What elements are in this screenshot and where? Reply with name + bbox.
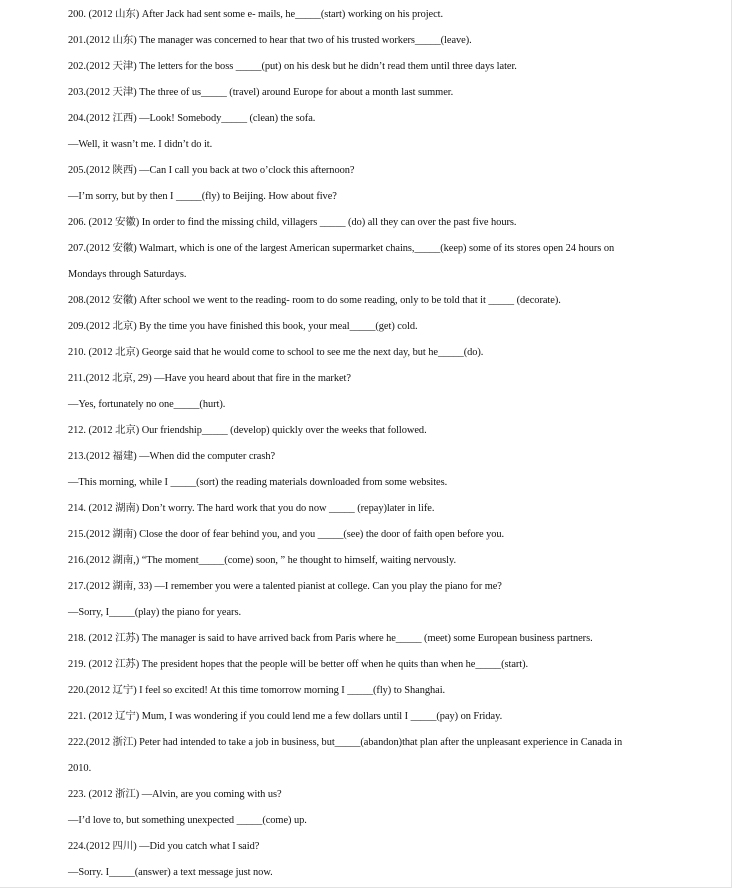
text-line: 200. (2012 山东) After Jack had sent some e- mails, he_____(start) working on his project. [68, 9, 444, 20]
text-line: 216.(2012 湖南,) “The moment_____(come) soon, ” he thought to himself, waiting nervously. [68, 555, 457, 566]
text-line: 219. (2012 江苏) The president hopes that the people will be better off when he quits than when he_____(start). [68, 659, 529, 670]
text-line: 213.(2012 福建) —When did the computer crash? [68, 451, 276, 462]
text-line: 212. (2012 北京) Our friendship_____ (develop) quickly over the weeks that followed. [68, 425, 427, 436]
text-line: —Well, it wasn’t me. I didn’t do it. [68, 139, 213, 150]
text-line: 207.(2012 安徽) Walmart, which is one of the largest American supermarket chains,_____(keep) some of its stores open 24 hours on [68, 243, 615, 254]
text-line: 217.(2012 湖南, 33) —I remember you were a talented pianist at college. Can you play the piano for me? [68, 581, 502, 592]
text-line: 222.(2012 浙江) Peter had intended to take a job in business, but_____(abandon)that plan after the unpleasant experience in Canada in [68, 737, 623, 748]
text-line: Mondays through Saturdays. [68, 269, 187, 280]
text-line: 203.(2012 天津) The three of us_____ (travel) around Europe for about a month last summer. [68, 87, 454, 98]
text-line: —I’m sorry, but by then I _____(fly) to Beijing. How about five? [68, 191, 337, 202]
text-line: 224.(2012 四川) —Did you catch what I said? [68, 841, 260, 852]
text-line: 204.(2012 江西) —Look! Somebody_____ (clean) the sofa. [68, 113, 316, 124]
text-line: 218. (2012 江苏) The manager is said to have arrived back from Paris where he_____ (meet) some European business partners. [68, 633, 593, 644]
text-line: 220.(2012 辽宁) I feel so excited! At this time tomorrow morning I _____(fly) to Shanghai. [68, 685, 446, 696]
text-line: 223. (2012 浙江) —Alvin, are you coming with us? [68, 789, 282, 800]
text-line: 205.(2012 陕西) —Can I call you back at two o’clock this afternoon? [68, 165, 355, 176]
text-line: 2010. [68, 763, 92, 774]
text-line: —Sorry. I_____(answer) a text message just now. [68, 867, 273, 878]
text-line: 211.(2012 北京, 29) —Have you heard about that fire in the market? [68, 373, 351, 384]
text-line: 202.(2012 天津) The letters for the boss _____(put) on his desk but he didn’t read them until three days later. [68, 61, 517, 72]
text-line: 209.(2012 北京) By the time you have finished this book, your meal_____(get) cold. [68, 321, 418, 332]
text-line: 214. (2012 湖南) Don’t worry. The hard work that you do now _____ (repay)later in life. [68, 503, 435, 514]
text-line: —Sorry, I_____(play) the piano for years. [68, 607, 242, 618]
text-line: —Yes, fortunately no one_____(hurt). [68, 399, 226, 410]
text-line: 215.(2012 湖南) Close the door of fear behind you, and you _____(see) the door of faith open before you. [68, 529, 505, 540]
document-body[interactable] [68, 2, 728, 886]
text-line: 201.(2012 山东) The manager was concerned to hear that two of his trusted workers_____(leave). [68, 35, 472, 46]
text-line: —I’d love to, but something unexpected _____(come) up. [68, 815, 307, 826]
text-line: 206. (2012 安徽) In order to find the missing child, villagers _____ (do) all they can over the past five hours. [68, 217, 517, 228]
text-line: 210. (2012 北京) George said that he would come to school to see me the next day, but he_____(do). [68, 347, 484, 358]
text-line: —This morning, while I _____(sort) the reading materials downloaded from some websites. [68, 477, 448, 488]
text-line: 221. (2012 辽宁) Mum, I was wondering if you could lend me a few dollars until I _____(pay) on Friday. [68, 711, 503, 722]
text-line: 208.(2012 安徽) After school we went to the reading- room to do some reading, only to be told that it _____ (decorate). [68, 295, 561, 306]
